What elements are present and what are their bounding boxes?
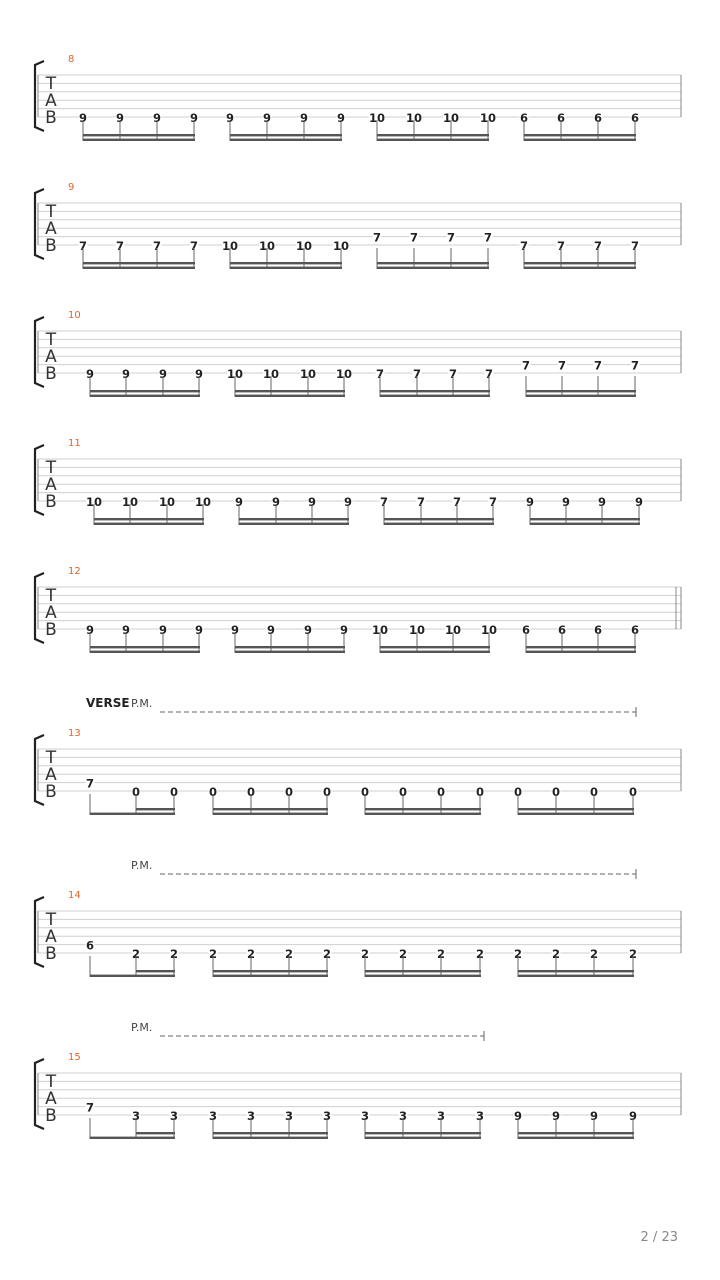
beam-secondary bbox=[136, 1132, 175, 1134]
beam-primary bbox=[518, 975, 634, 977]
beam-primary bbox=[230, 267, 342, 269]
fret-number: 9 bbox=[525, 495, 535, 509]
fret-number: 9 bbox=[194, 367, 204, 381]
fret-number: 7 bbox=[519, 239, 529, 253]
fret-number: 2 bbox=[246, 947, 256, 961]
page-number: 2 / 23 bbox=[640, 1230, 678, 1245]
beam-primary bbox=[90, 975, 175, 977]
tab-clef-letter: B bbox=[45, 620, 57, 640]
beam-secondary bbox=[530, 518, 640, 520]
beam-secondary bbox=[230, 134, 342, 136]
beam-secondary bbox=[524, 134, 636, 136]
beam-secondary bbox=[136, 970, 175, 972]
tab-clef-letter: B bbox=[45, 1106, 57, 1126]
fret-number: 0 bbox=[589, 785, 599, 799]
fret-number: 2 bbox=[513, 947, 523, 961]
fret-number: 10 bbox=[262, 367, 280, 381]
tab-clef-letter: T bbox=[45, 1072, 57, 1092]
fret-number: 9 bbox=[513, 1109, 523, 1123]
beam-primary bbox=[377, 139, 489, 141]
tab-clef-letter: T bbox=[45, 586, 57, 606]
fret-number: 7 bbox=[488, 495, 498, 509]
beam-secondary bbox=[90, 390, 200, 392]
measure-number: 10 bbox=[68, 310, 81, 321]
fret-number: 7 bbox=[446, 230, 456, 245]
fret-number: 9 bbox=[225, 111, 235, 125]
system-bracket bbox=[35, 735, 44, 805]
beam-primary bbox=[365, 975, 481, 977]
tab-clef-letter: A bbox=[45, 475, 57, 495]
beam-primary bbox=[526, 395, 636, 397]
fret-number: 7 bbox=[78, 239, 88, 253]
fret-number: 9 bbox=[336, 111, 346, 125]
fret-number: 2 bbox=[436, 947, 446, 961]
tab-clef-letter: B bbox=[45, 944, 57, 964]
beam-secondary bbox=[377, 134, 489, 136]
fret-number: 9 bbox=[597, 495, 607, 509]
fret-number: 6 bbox=[630, 623, 640, 637]
system-bracket bbox=[35, 317, 44, 387]
beam-primary bbox=[377, 267, 489, 269]
fret-number: 9 bbox=[561, 495, 571, 509]
fret-number: 10 bbox=[299, 367, 317, 381]
fret-number: 9 bbox=[551, 1109, 561, 1123]
fret-number: 7 bbox=[452, 495, 462, 509]
fret-number: 9 bbox=[343, 495, 353, 509]
fret-number: 10 bbox=[444, 623, 462, 637]
fret-number: 9 bbox=[589, 1109, 599, 1123]
beam-secondary bbox=[524, 262, 636, 264]
fret-number: 7 bbox=[85, 776, 95, 791]
beam-primary bbox=[365, 1137, 481, 1139]
tab-clef-letter: A bbox=[45, 1089, 57, 1109]
palm-mute-label: P.M. bbox=[131, 1021, 153, 1034]
fret-number: 7 bbox=[189, 239, 199, 253]
fret-number: 10 bbox=[332, 239, 350, 253]
beam-primary bbox=[524, 267, 636, 269]
tab-clef-letter: A bbox=[45, 347, 57, 367]
fret-number: 2 bbox=[169, 947, 179, 961]
tab-clef-letter: T bbox=[45, 330, 57, 350]
tab-clef-letter: A bbox=[45, 219, 57, 239]
fret-number: 9 bbox=[158, 623, 168, 637]
fret-number: 6 bbox=[593, 111, 603, 125]
fret-number: 2 bbox=[131, 947, 141, 961]
fret-number: 10 bbox=[480, 623, 498, 637]
fret-number: 3 bbox=[284, 1109, 294, 1123]
beam-secondary bbox=[365, 808, 481, 810]
fret-number: 9 bbox=[339, 623, 349, 637]
tab-clef-letter: T bbox=[45, 74, 57, 94]
beam-primary bbox=[524, 139, 636, 141]
beam-secondary bbox=[230, 262, 342, 264]
fret-number: 10 bbox=[335, 367, 353, 381]
beam-primary bbox=[235, 395, 345, 397]
fret-number: 10 bbox=[158, 495, 176, 509]
fret-number: 3 bbox=[131, 1109, 141, 1123]
beam-secondary bbox=[518, 808, 634, 810]
palm-mute-label: P.M. bbox=[131, 859, 153, 872]
fret-number: 7 bbox=[416, 495, 426, 509]
fret-number: 10 bbox=[226, 367, 244, 381]
beam-secondary bbox=[213, 808, 328, 810]
fret-number: 0 bbox=[360, 785, 370, 799]
fret-number: 3 bbox=[246, 1109, 256, 1123]
fret-number: 10 bbox=[405, 111, 423, 125]
fret-number: 7 bbox=[372, 230, 382, 245]
beam-secondary bbox=[239, 518, 349, 520]
tab-clef-letter: T bbox=[45, 202, 57, 222]
tab-clef-letter: B bbox=[45, 492, 57, 512]
fret-number: 10 bbox=[371, 623, 389, 637]
system-bracket bbox=[35, 897, 44, 967]
fret-number: 0 bbox=[513, 785, 523, 799]
fret-number: 7 bbox=[115, 239, 125, 253]
beam-secondary bbox=[90, 646, 200, 648]
fret-number: 10 bbox=[368, 111, 386, 125]
fret-number: 6 bbox=[557, 623, 567, 637]
beam-secondary bbox=[365, 970, 481, 972]
tab-clef-letter: A bbox=[45, 927, 57, 947]
beam-primary bbox=[230, 139, 342, 141]
fret-number: 6 bbox=[630, 111, 640, 125]
measure-number: 8 bbox=[68, 54, 75, 65]
fret-number: 9 bbox=[634, 495, 644, 509]
section-label: VERSE bbox=[86, 696, 130, 710]
fret-number: 7 bbox=[448, 367, 458, 381]
tab-clef-letter: B bbox=[45, 782, 57, 802]
fret-number: 0 bbox=[208, 785, 218, 799]
fret-number: 9 bbox=[115, 111, 125, 125]
fret-number: 9 bbox=[121, 367, 131, 381]
fret-number: 7 bbox=[412, 367, 422, 381]
tab-clef-letter: B bbox=[45, 108, 57, 128]
fret-number: 6 bbox=[85, 938, 95, 953]
fret-number: 10 bbox=[194, 495, 212, 509]
fret-number: 9 bbox=[78, 111, 88, 125]
fret-number: 7 bbox=[593, 239, 603, 253]
measure-number: 11 bbox=[68, 438, 81, 449]
beam-secondary bbox=[83, 134, 195, 136]
fret-number: 3 bbox=[360, 1109, 370, 1123]
beam-primary bbox=[380, 651, 490, 653]
beam-primary bbox=[518, 813, 634, 815]
fret-number: 0 bbox=[284, 785, 294, 799]
beam-primary bbox=[90, 1137, 175, 1139]
measure-number: 9 bbox=[68, 182, 75, 193]
measure-number: 15 bbox=[68, 1052, 81, 1063]
fret-number: 7 bbox=[379, 495, 389, 509]
measure-number: 12 bbox=[68, 566, 81, 577]
fret-number: 10 bbox=[221, 239, 239, 253]
fret-number: 9 bbox=[303, 623, 313, 637]
beam-primary bbox=[213, 1137, 328, 1139]
tab-clef-letter: B bbox=[45, 236, 57, 256]
fret-number: 10 bbox=[295, 239, 313, 253]
fret-number: 10 bbox=[121, 495, 139, 509]
beam-primary bbox=[526, 651, 636, 653]
fret-number: 2 bbox=[208, 947, 218, 961]
fret-number: 10 bbox=[85, 495, 103, 509]
tab-clef-letter: T bbox=[45, 910, 57, 930]
fret-number: 9 bbox=[158, 367, 168, 381]
fret-number: 9 bbox=[262, 111, 272, 125]
beam-secondary bbox=[518, 970, 634, 972]
fret-number: 3 bbox=[475, 1109, 485, 1123]
tab-clef-letter: T bbox=[45, 458, 57, 478]
beam-secondary bbox=[213, 1132, 328, 1134]
fret-number: 2 bbox=[475, 947, 485, 961]
system-bracket bbox=[35, 573, 44, 643]
beam-primary bbox=[518, 1137, 634, 1139]
fret-number: 9 bbox=[152, 111, 162, 125]
beam-secondary bbox=[526, 646, 636, 648]
measure-number: 13 bbox=[68, 728, 81, 739]
fret-number: 9 bbox=[271, 495, 281, 509]
fret-number: 2 bbox=[360, 947, 370, 961]
beam-secondary bbox=[94, 518, 204, 520]
system-bracket bbox=[35, 189, 44, 259]
beam-primary bbox=[90, 651, 200, 653]
fret-number: 9 bbox=[189, 111, 199, 125]
fret-number: 6 bbox=[521, 623, 531, 637]
fret-number: 7 bbox=[409, 230, 419, 245]
fret-number: 0 bbox=[436, 785, 446, 799]
fret-number: 0 bbox=[322, 785, 332, 799]
fret-number: 7 bbox=[556, 239, 566, 253]
fret-number: 2 bbox=[322, 947, 332, 961]
fret-number: 9 bbox=[230, 623, 240, 637]
fret-number: 9 bbox=[628, 1109, 638, 1123]
fret-number: 9 bbox=[85, 623, 95, 637]
tab-clef-letter: T bbox=[45, 748, 57, 768]
beam-secondary bbox=[83, 262, 195, 264]
fret-number: 9 bbox=[85, 367, 95, 381]
beam-primary bbox=[235, 651, 345, 653]
beam-primary bbox=[213, 813, 328, 815]
beam-secondary bbox=[365, 1132, 481, 1134]
fret-number: 2 bbox=[398, 947, 408, 961]
fret-number: 2 bbox=[551, 947, 561, 961]
beam-primary bbox=[94, 523, 204, 525]
fret-number: 7 bbox=[593, 358, 603, 373]
fret-number: 6 bbox=[519, 111, 529, 125]
fret-number: 0 bbox=[551, 785, 561, 799]
fret-number: 2 bbox=[589, 947, 599, 961]
beam-secondary bbox=[136, 808, 175, 810]
beam-secondary bbox=[235, 390, 345, 392]
system-bracket bbox=[35, 61, 44, 131]
fret-number: 2 bbox=[628, 947, 638, 961]
fret-number: 7 bbox=[557, 358, 567, 373]
fret-number: 10 bbox=[442, 111, 460, 125]
tab-clef-letter: A bbox=[45, 603, 57, 623]
fret-number: 7 bbox=[630, 239, 640, 253]
fret-number: 0 bbox=[246, 785, 256, 799]
fret-number: 7 bbox=[375, 367, 385, 381]
beam-primary bbox=[530, 523, 640, 525]
beam-secondary bbox=[380, 390, 490, 392]
beam-secondary bbox=[213, 970, 328, 972]
fret-number: 3 bbox=[169, 1109, 179, 1123]
tab-clef-letter: A bbox=[45, 91, 57, 111]
fret-number: 0 bbox=[398, 785, 408, 799]
fret-number: 6 bbox=[556, 111, 566, 125]
palm-mute-label: P.M. bbox=[131, 697, 153, 710]
tab-clef-letter: A bbox=[45, 765, 57, 785]
fret-number: 9 bbox=[266, 623, 276, 637]
beam-primary bbox=[384, 523, 494, 525]
fret-number: 9 bbox=[307, 495, 317, 509]
fret-number: 7 bbox=[483, 230, 493, 245]
beam-secondary bbox=[235, 646, 345, 648]
system-bracket bbox=[35, 445, 44, 515]
fret-number: 3 bbox=[436, 1109, 446, 1123]
beam-primary bbox=[380, 395, 490, 397]
fret-number: 7 bbox=[521, 358, 531, 373]
beam-primary bbox=[213, 975, 328, 977]
fret-number: 7 bbox=[484, 367, 494, 381]
fret-number: 0 bbox=[475, 785, 485, 799]
beam-primary bbox=[90, 813, 175, 815]
fret-number: 10 bbox=[408, 623, 426, 637]
tab-clef-letter: B bbox=[45, 364, 57, 384]
fret-number: 6 bbox=[593, 623, 603, 637]
beam-primary bbox=[83, 139, 195, 141]
fret-number: 3 bbox=[208, 1109, 218, 1123]
system-bracket bbox=[35, 1059, 44, 1129]
fret-number: 3 bbox=[398, 1109, 408, 1123]
fret-number: 9 bbox=[234, 495, 244, 509]
fret-number: 9 bbox=[299, 111, 309, 125]
beam-secondary bbox=[377, 262, 489, 264]
fret-number: 3 bbox=[322, 1109, 332, 1123]
fret-number: 0 bbox=[131, 785, 141, 799]
fret-number: 2 bbox=[284, 947, 294, 961]
fret-number: 0 bbox=[169, 785, 179, 799]
beam-primary bbox=[239, 523, 349, 525]
beam-secondary bbox=[380, 646, 490, 648]
beam-secondary bbox=[384, 518, 494, 520]
fret-number: 7 bbox=[152, 239, 162, 253]
fret-number: 9 bbox=[121, 623, 131, 637]
fret-number: 7 bbox=[630, 358, 640, 373]
measure-number: 14 bbox=[68, 890, 81, 901]
beam-primary bbox=[83, 267, 195, 269]
fret-number: 9 bbox=[194, 623, 204, 637]
fret-number: 0 bbox=[628, 785, 638, 799]
fret-number: 7 bbox=[85, 1100, 95, 1115]
beam-primary bbox=[365, 813, 481, 815]
fret-number: 10 bbox=[479, 111, 497, 125]
beam-secondary bbox=[526, 390, 636, 392]
beam-primary bbox=[90, 395, 200, 397]
fret-number: 10 bbox=[258, 239, 276, 253]
beam-secondary bbox=[518, 1132, 634, 1134]
